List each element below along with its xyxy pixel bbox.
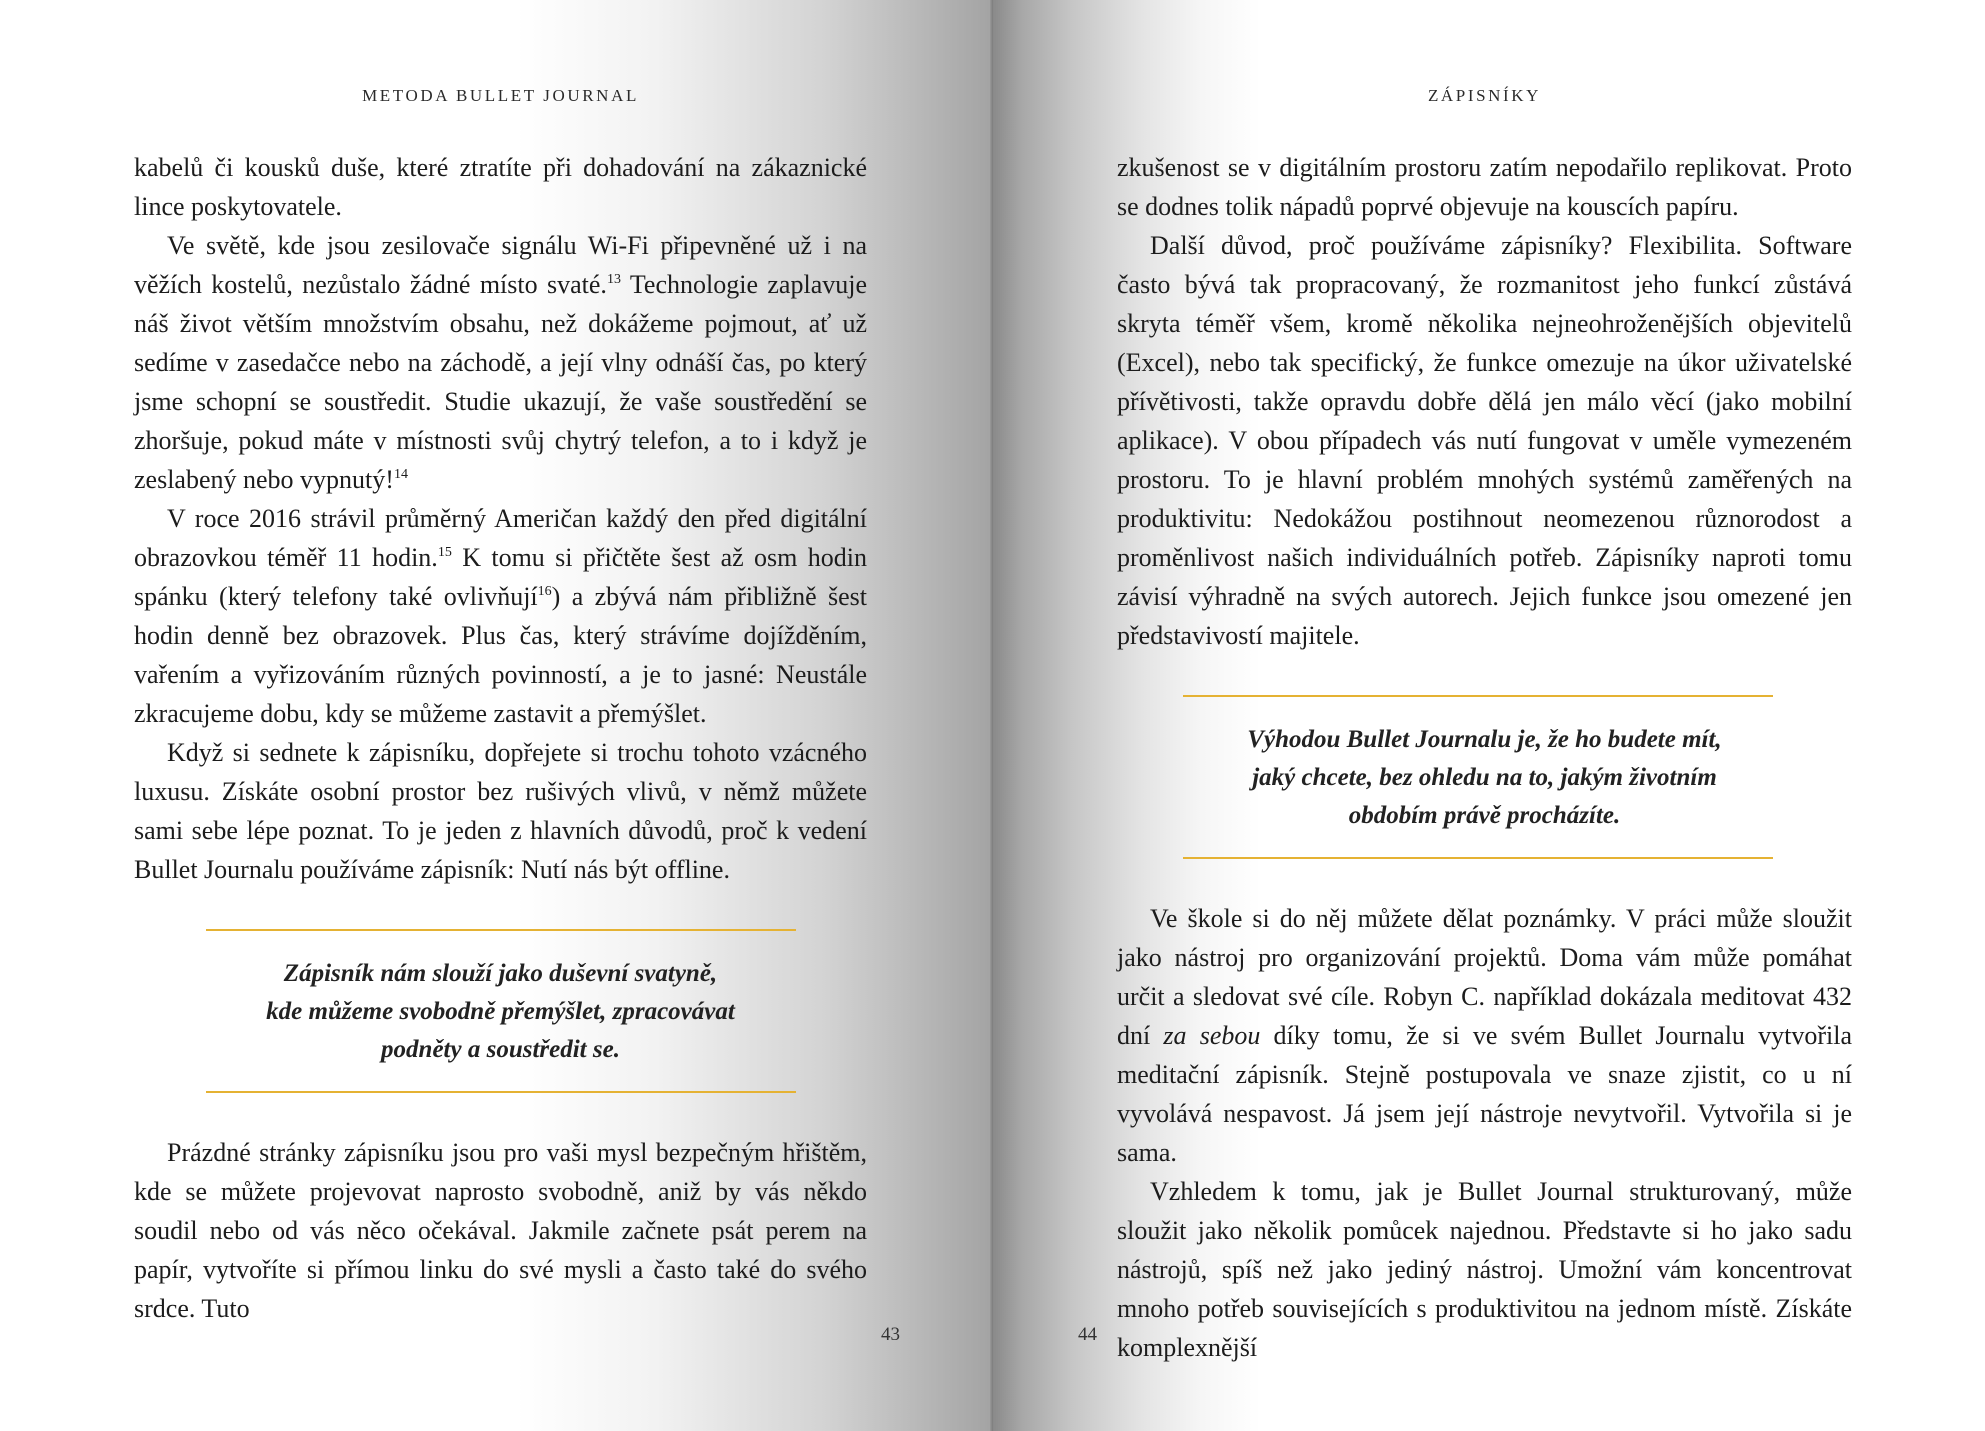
pull-quote-text: Zápisník nám slouží jako duševní svatyně, kde můžeme svobodně přemýšlet, zpracovávat podněty a soustředit se. (266, 960, 735, 1063)
paragraph: Ve světě, kde jsou zesilovače signálu Wi-Fi připevněné už i na věžích kostelů, nezůstalo žádné místo svaté.$^{13}$ Technologie zaplavuje náš život větším množstvím obsahu, než dokážeme pojmout, ať už sedíme v zasedačce nebo na záchodě, a její vlny odnáší čas, po který jsme schopní se soustředit. Studie ukazují, že vaše soustředění se zhoršuje, pokud máte v místnosti svůj chytrý telefon, a to i když je zeslabený nebo vypnutý!$^{14}$ (134, 231, 867, 494)
paragraph: Prázdné stránky zápisníku jsou pro vaši mysl bezpečným hřištěm, kde se můžete projevovat naprosto svobodně, aniž by vás někdo soudil nebo od vás něco očekával. Jakmile začnete psát perem na papír, vytvoříte si přímou linku do své mysli a často také do svého srdce. Tuto (134, 1138, 867, 1323)
paragraph: Další důvod, proč používáme zápisníky? Flexibilita. Software často bývá tak propracovaný, že rozmanitost jeho funkcí zůstává skryta téměř všem, kromě několika nejneohroženějších objevitelů (Excel), nebo tak specifický, že funkce omezuje na úkor uživatelské přívětivosti, takže opravdu dobře dělá jen málo věcí (jako mobilní aplikace). V obou případech vás nutí fungovat v uměle vymezeném prostoru. To je hlavní problém mnohých systémů zaměřených na produktivitu: Nedokážou postihnout neomezenou různorodost a proměnlivost našich individuálních potřeb. Zápisníky naproti tomu závisí výhradně na svých autorech. Jejich funkce jsou omezené jen představivostí majitele. (1117, 231, 1852, 650)
footnote-marker: 14 (393, 467, 408, 482)
footnote-marker: 16 (537, 584, 552, 599)
footnote-marker: 15 (437, 545, 452, 560)
running-head: ZÁPISNÍKY (1427, 86, 1542, 105)
page-number: 43 (881, 1324, 900, 1345)
paragraph: V roce 2016 strávil průměrný Američan každý den před digitální obrazovkou téměř 11 hodin.$^{15}$ K tomu si přičtěte šest až osm hodin spánku (který telefony také ovlivňují$^{16}$) a zbývá nám přibližně šest hodin denně bez obrazovek. Plus čas, který strávíme dojížděním, vařením a vyřizováním různých povinností, a je to jasné: Neustále zkracujeme dobu, kdy se můžeme zastavit a přemýšlet. (134, 504, 868, 728)
pull-quote-text: Výhodou Bullet Journalu je, že ho budete mít, jaký chcete, bez ohledu na to, jakým životním obdobím právě procházíte. (1247, 726, 1722, 829)
emphasis: za sebou (1163, 1021, 1261, 1050)
running-head: METODA BULLET JOURNAL (362, 86, 639, 105)
paragraph: Ve škole si do něj můžete dělat poznámky. V práci může sloužit jako nástroj pro organizování projektů. Doma vám může pomáhat určit a sledovat své cíle. Robyn C. například dokázala meditovat 432 dní za sebou díky tomu, že si ve svém Bullet Journalu vytvořila meditační zápisník. Stejně postupovala ve snaze zjistit, co u ní vyvolává nespavost. Já jsem její nástroje nevytvořil. Vytvořila si je sama. (1117, 904, 1852, 1167)
pull-quote (134, 929, 867, 1093)
paragraph: Když si sednete k zápisníku, dopřejete si trochu tohoto vzácného luxusu. Získáte osobní prostor bez rušivých vlivů, v němž můžete sami sebe lépe poznat. To je jeden z hlavních důvodů, proč k vedení Bullet Journalu používáme zápisník: Nutí nás být offline. (134, 738, 867, 884)
body-text (134, 148, 867, 1328)
paragraph: zkušenost se v digitálním prostoru zatím nepodařilo replikovat. Proto se dodnes tolik nápadů poprvé objevuje na kouscích papíru. (1117, 153, 1852, 221)
callout-rule-bottom (1183, 857, 1773, 859)
pull-quote (1117, 695, 1852, 859)
callout-rule-bottom (206, 1091, 796, 1093)
page-number: 44 (1078, 1324, 1097, 1345)
paragraph: Vzhledem k tomu, jak je Bullet Journal strukturovaný, může sloužit jako několik pomůcek najednou. Představte si ho jako sadu nástrojů, spíš než jako jediný nástroj. Umožní vám koncentrovat mnoho potřeb souvisejících s produktivitou na jednom místě. Získáte komplexnější (1117, 1177, 1852, 1362)
right-page (993, 0, 1985, 1431)
footnote-marker: 13 (606, 272, 621, 287)
body-text (1117, 148, 1852, 1367)
paragraph: kabelů či kousků duše, které ztratíte při dohadování na zákaznické lince poskytovatele. (134, 153, 867, 221)
